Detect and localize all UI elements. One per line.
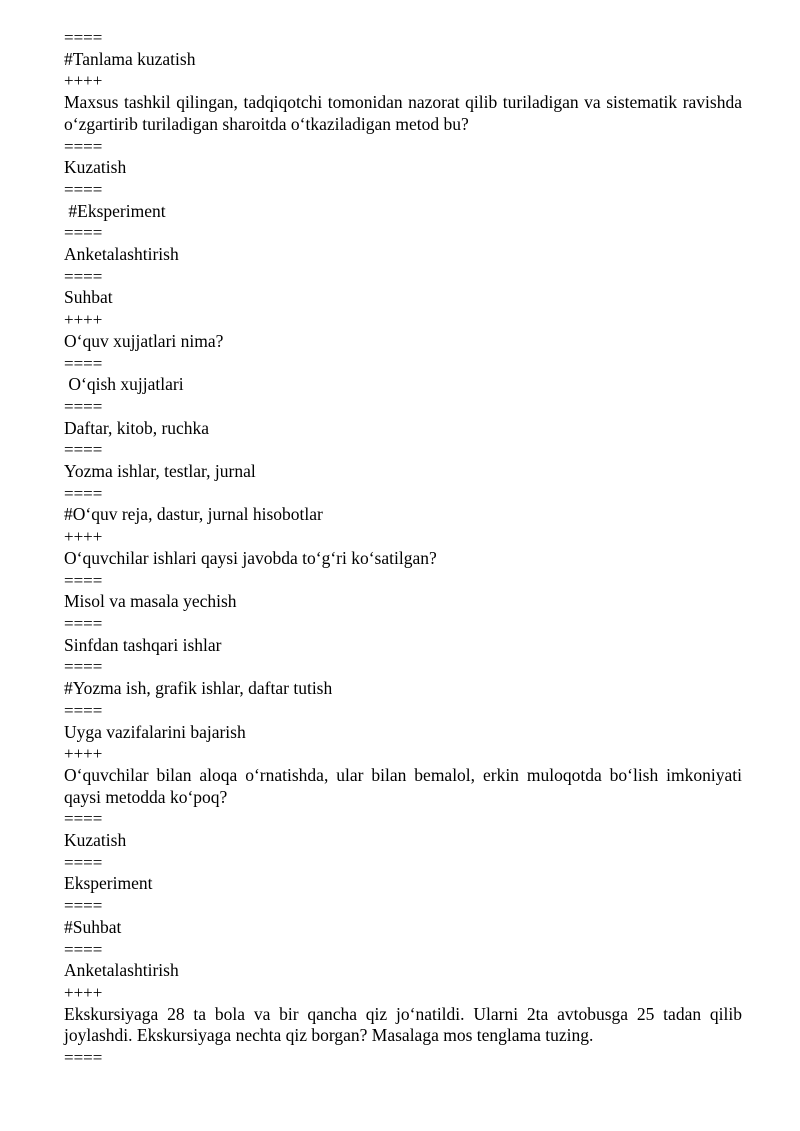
answer-option: O‘qish xujjatlari xyxy=(64,374,184,395)
answer-option: O‘quvchilar ishlari qaysi javobda to‘g‘ri ko‘satilgan? xyxy=(64,547,437,568)
answer-option: Anketalashtirish xyxy=(64,244,179,265)
answer-option: Suhbat xyxy=(64,287,113,308)
question-separator: ++++ xyxy=(64,744,103,764)
question-separator: ++++ xyxy=(64,71,103,91)
answer-option: Yozma ishlar, testlar, jurnal xyxy=(64,461,256,482)
answer-separator: ==== xyxy=(64,809,103,829)
answer-separator: ==== xyxy=(64,266,103,286)
question-text: Ekskursiyaga 28 ta bola va bir qancha qiz jo‘natildi. Ularni 2ta avtobusga 25 tadan qilib joylashdi. Ekskursiyaga nechta qiz borgan? Masalaga mos tenglama tuzing. xyxy=(64,1003,742,1046)
correct-answer-option: #Tanlama kuzatish xyxy=(64,48,196,69)
answer-separator: ==== xyxy=(64,896,103,916)
answer-separator: ==== xyxy=(64,223,103,243)
correct-answer-option: #Suhbat xyxy=(64,916,122,937)
correct-answer-option: #O‘quv reja, dastur, jurnal hisobotlar xyxy=(64,504,323,525)
answer-separator: ==== xyxy=(64,179,103,199)
answer-separator: ==== xyxy=(64,396,103,416)
answer-option: Kuzatish xyxy=(64,157,127,178)
question-separator: ++++ xyxy=(64,310,103,330)
question-separator: ++++ xyxy=(64,982,103,1002)
answer-separator: ==== xyxy=(64,700,103,720)
answer-option: Sinfdan tashqari ishlar xyxy=(64,634,222,655)
answer-separator: ==== xyxy=(64,353,103,373)
question-text: O‘quvchilar bilan aloqa o‘rnatishda, ular bilan bemalol, erkin muloqotda bo‘lish imkoniyati qaysi metodda ko‘poq? xyxy=(64,764,742,807)
question-separator: ++++ xyxy=(64,527,103,547)
answer-option: Misol va masala yechish xyxy=(64,591,237,612)
answer-separator: ==== xyxy=(64,939,103,959)
answer-separator: ==== xyxy=(64,136,103,156)
correct-answer-option: #Yozma ish, grafik ishlar, daftar tutish xyxy=(64,678,333,699)
answer-separator: ==== xyxy=(64,483,103,503)
answer-separator: ==== xyxy=(64,28,103,47)
answer-separator: ==== xyxy=(64,657,103,677)
question-text: Maxsus tashkil qilingan, tadqiqotchi tomonidan nazorat qilib turiladigan va sistematik ravishda o‘zgartirib turiladigan sharoitda o‘tkaziladigan metod bu? xyxy=(64,92,742,134)
answer-option: Eksperiment xyxy=(64,873,153,894)
correct-answer-option: #Eksperiment xyxy=(64,200,166,221)
answer-option: Anketalashtirish xyxy=(64,960,179,981)
answer-option: Daftar, kitob, ruchka xyxy=(64,417,210,438)
answer-option: O‘quv xujjatlari nima? xyxy=(64,330,224,351)
document-body xyxy=(64,27,742,1069)
answer-separator: ==== xyxy=(64,570,103,590)
answer-separator: ==== xyxy=(64,440,103,460)
answer-separator: ==== xyxy=(64,852,103,872)
answer-separator: ==== xyxy=(64,613,103,633)
answer-separator: ==== xyxy=(64,1048,103,1068)
answer-option: Uyga vazifalarini bajarish xyxy=(64,721,246,742)
answer-option: Kuzatish xyxy=(64,830,127,851)
